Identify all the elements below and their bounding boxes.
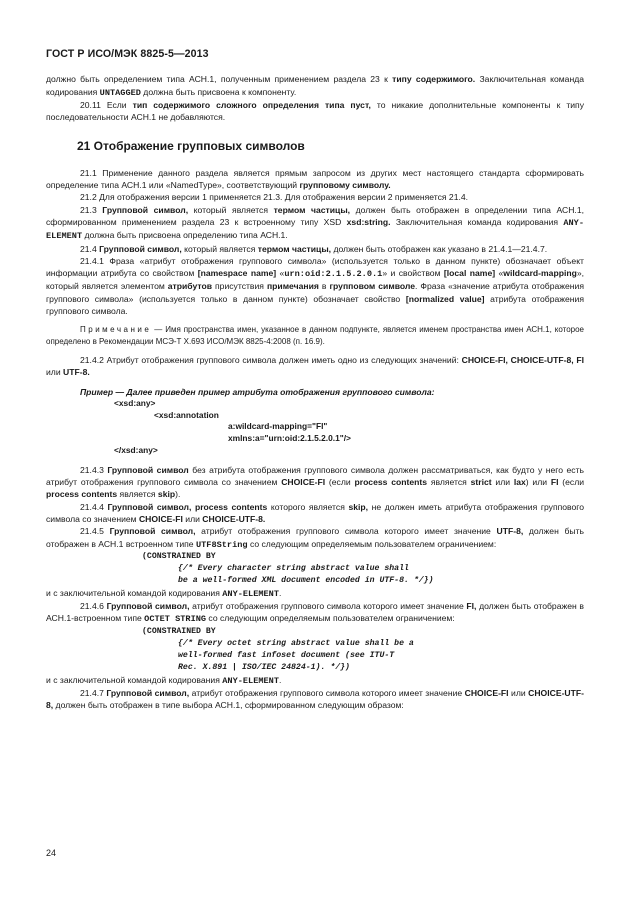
xml-line: <xsd:annotation: [154, 409, 219, 420]
example-title: Пример — Далее приведен пример атрибута отображения группового символа:: [80, 386, 435, 397]
paragraph-21-3: 21.3 Групповой символ, который является термом частицы, должен быть отображен в определении типа АСН.1, сформированном применением раздела 23 к встроенному типу XSD xsd:string. Заключительная команда кодирования ANY-ELEMENT должна быть присвоена определению типа АСН.1.: [46, 204, 584, 242]
paragraph-20-11: 20.11 Если тип содержимого сложного определения типа пуст, то никакие дополнительные компоненты к типу последовательности АСН.1 не добавляются.: [46, 99, 585, 123]
xml-line: </xsd:any>: [114, 445, 158, 456]
xml-line: xmlns:a="urn:oid:2.1.5.2.0.1"/>: [228, 433, 351, 444]
code-line: (CONSTRAINED BY: [142, 551, 216, 561]
code-line: {/* Every character string abstract value shall: [178, 563, 409, 573]
code-line: {/* Every octet string abstract value shall be a: [178, 638, 414, 648]
paragraph-21-1: 21.1 Применение данного раздела является прямым запросом из других мест настоящего стандарта сформировать определение типа АСН.1 или «NamedType», соответствующий групповому символу.: [46, 167, 584, 191]
paragraph-21-4-2: 21.4.2 Атрибут отображения группового символа должен иметь одно из следующих значений: CHOICE-FI, CHOICE-UTF-8, FI или UTF-8.: [46, 354, 585, 378]
code-block-utf8: [46, 551, 584, 587]
paragraph-21-4-1: 21.4.1 Фраза «атрибут отображения группового символа» (используется только в данном пункте) обозначает объект информации атрибута со свойством [namespace name] «urn:oid:2.1.5.2.0.1» и свойством [local name] «wildcard-mapping», который является элементом атрибутов присутствия примечания в групповом символе. Фраза «значение атрибута отображения группового символа» (используется только в данном пункте) обозначает свойство [normalized value] атрибута отображения группового символа.: [46, 255, 584, 317]
xml-line: a:wildcard-mapping="FI": [228, 421, 328, 432]
paragraph-21-4-7: 21.4.7 Групповой символ, атрибут отображения группового символа которого имеет значение CHOICE-FI или CHOICE-UTF-8, должен быть отображен в типе выбора АСН.1, сформированном следующим образом:: [46, 688, 584, 711]
code-line: Rec. X.891 | ISO/IEC 24824-1). */}): [178, 662, 350, 672]
paragraph-after-code2: и с заключительной командой кодирования ANY-ELEMENT.: [46, 674, 282, 686]
document-header: ГОСТ Р ИСО/МЭК 8825-5—2013: [46, 48, 209, 60]
paragraph-21-4: 21.4 Групповой символ, который является термом частицы, должен быть отображен как указано в 21.4.1—21.4.7.: [80, 243, 548, 254]
paragraph-21-4-5: 21.4.5 Групповой символ, атрибут отображения группового символа которого имеет значение UTF-8, должен быть отображен в АСН.1 встроенном типе UTF8String со следующим определяемым пользователем ограничением:: [46, 526, 584, 550]
paragraph-after-code1: и с заключительной командой кодирования ANY-ELEMENT.: [46, 587, 282, 599]
code-block-fi: [46, 626, 584, 674]
paragraph-21-2: 21.2 Для отображения версии 1 применяется 21.3. Для отображения версии 2 применяется 21.4.: [80, 192, 469, 203]
note: Примечание — Имя пространства имен, указанное в данном подпункте, является именем пространства имен АСН.1, которое определено в Рекомендации МСЭ-Т Х.693 ИСО/МЭК 8825-4:2008 (п. 16.9).: [46, 325, 584, 346]
example-xml: [46, 398, 584, 457]
section-title: 21 Отображение групповых символов: [77, 139, 305, 154]
paragraph-21-4-3: 21.4.3 Групповой символ без атрибута отображения группового символа должен рассматриваться, как будто у него есть атрибут отображения группового символа со значением CHOICE-FI (если process contents является strict или lax) или FI (если process contents является skip).: [46, 464, 585, 500]
code-line: well-formed fast infoset document (see ITU-T: [178, 650, 395, 660]
page-number: 24: [46, 848, 57, 858]
paragraph-21-4-4: 21.4.4 Групповой символ, process contents которого является skip, не должен иметь атрибута отображения группового символа со значением CHOICE-FI или CHOICE-UTF-8.: [46, 501, 585, 524]
xml-line: <xsd:any>: [114, 397, 156, 408]
code-line: (CONSTRAINED BY: [142, 626, 216, 636]
code-line: be a well-formed XML document encoded in UTF-8. */}): [178, 575, 434, 585]
paragraph-20-10-cont: должно быть определением типа АСН.1, полученным применением раздела 23 к типу содержимого. Заключительная команда кодирования UNTAGGED должна быть присвоена к компоненту.: [46, 74, 584, 98]
paragraph-21-4-6: 21.4.6 Групповой символ, атрибут отображения группового символа которого имеет значение FI, должен быть отображен в АСН.1-встроенном типе OCTET STRING со следующим определяемым пользователем ограничением:: [46, 601, 584, 625]
